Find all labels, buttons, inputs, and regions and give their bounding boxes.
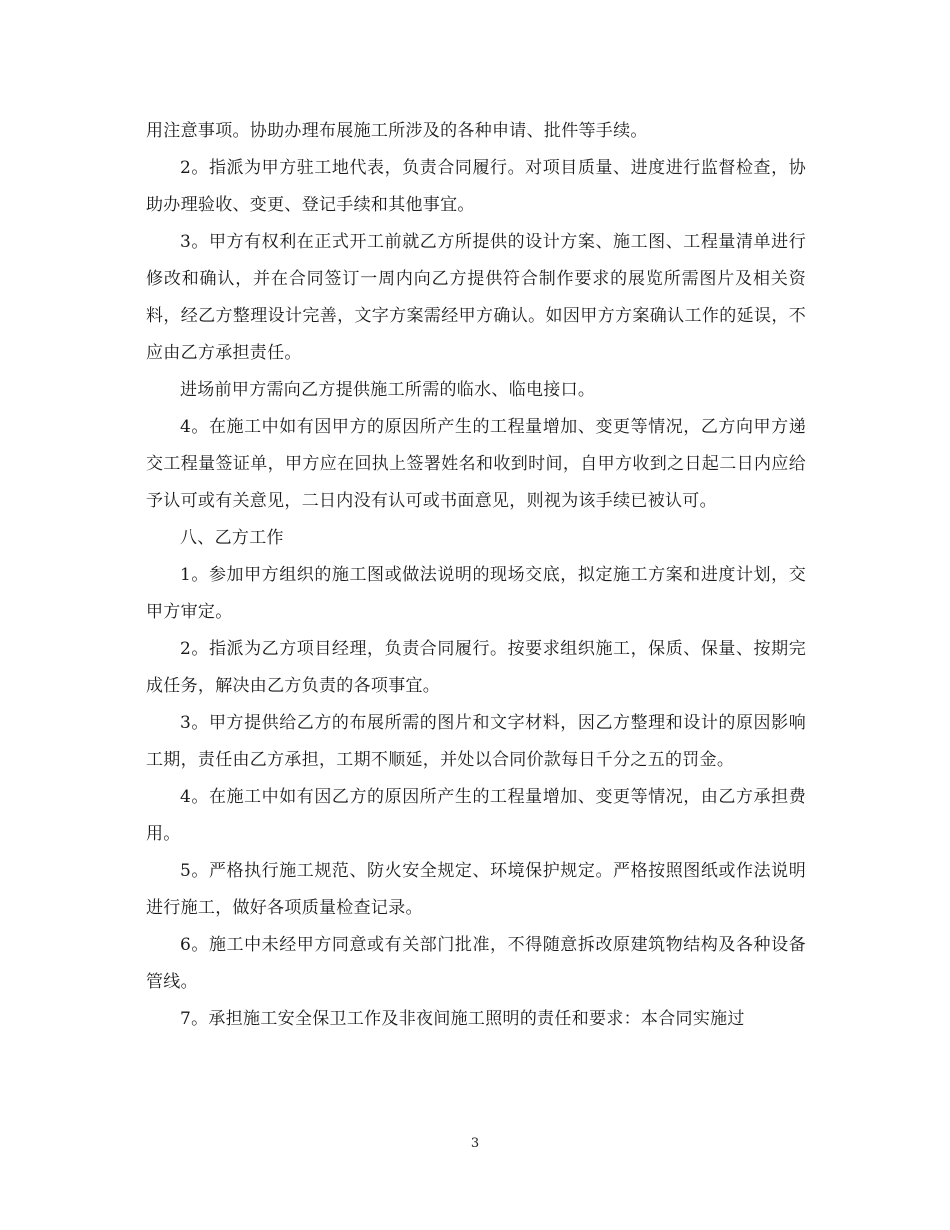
paragraph-7: 2。指派为乙方项目经理，负责合同履行。按要求组织施工，保质、保量、按期完成任务，解决由乙方负责的各项事宜。 [146, 639, 806, 696]
paragraph-1: 用注意事项。协助办理布展施工所涉及的各种申请、批件等手续。 [146, 121, 648, 141]
paragraph-9: 4。在施工中如有因乙方的原因所产生的工程量增加、变更等情况，由乙方承担费用。 [146, 787, 806, 844]
paragraph-5: 4。在施工中如有因甲方的原因所产生的工程量增加、变更等情况，乙方向甲方递交工程量签证单，甲方应在回执上签署姓名和收到时间，自甲方收到之日起二日内应给予认可或有关意见，二日内没有认可或书面意见，则视为该手续已被认可。 [146, 417, 806, 511]
paragraph-6: 1。参加甲方组织的施工图或做法说明的现场交底，拟定施工方案和进度计划，交甲方审定。 [146, 565, 806, 622]
section-heading-yifang-work: 八、乙方工作 [180, 528, 284, 548]
paragraph-10: 5。严格执行施工规范、防火安全规定、环境保护规定。严格按照图纸或作法说明进行施工，做好各项质量检查记录。 [146, 861, 806, 918]
body-text [146, 113, 806, 1038]
paragraph-8: 3。甲方提供给乙方的布展所需的图片和文字材料，因乙方整理和设计的原因影响工期，责任由乙方承担，工期不顺延，并处以合同价款每日千分之五的罚金。 [146, 713, 806, 770]
paragraph-2: 2。指派为甲方驻工地代表，负责合同履行。对项目质量、进度进行监督检查，协助办理验收、变更、登记手续和其他事宜。 [146, 158, 806, 215]
page-number: 3 [470, 1136, 480, 1151]
paragraph-3: 3。甲方有权利在正式开工前就乙方所提供的设计方案、施工图、工程量清单进行修改和确认，并在合同签订一周内向乙方提供符合制作要求的展览所需图片及相关资料，经乙方整理设计完善，文字方案需经甲方确认。如因甲方方案确认工作的延误，不应由乙方承担责任。 [146, 232, 806, 363]
paragraph-12: 7。承担施工安全保卫工作及非夜间施工照明的责任和要求：本合同实施过 [180, 1009, 745, 1029]
paragraph-4: 进场前甲方需向乙方提供施工所需的临水、临电接口。 [180, 380, 596, 400]
paragraph-11: 6。施工中未经甲方同意或有关部门批准，不得随意拆改原建筑物结构及各种设备管线。 [146, 935, 806, 992]
